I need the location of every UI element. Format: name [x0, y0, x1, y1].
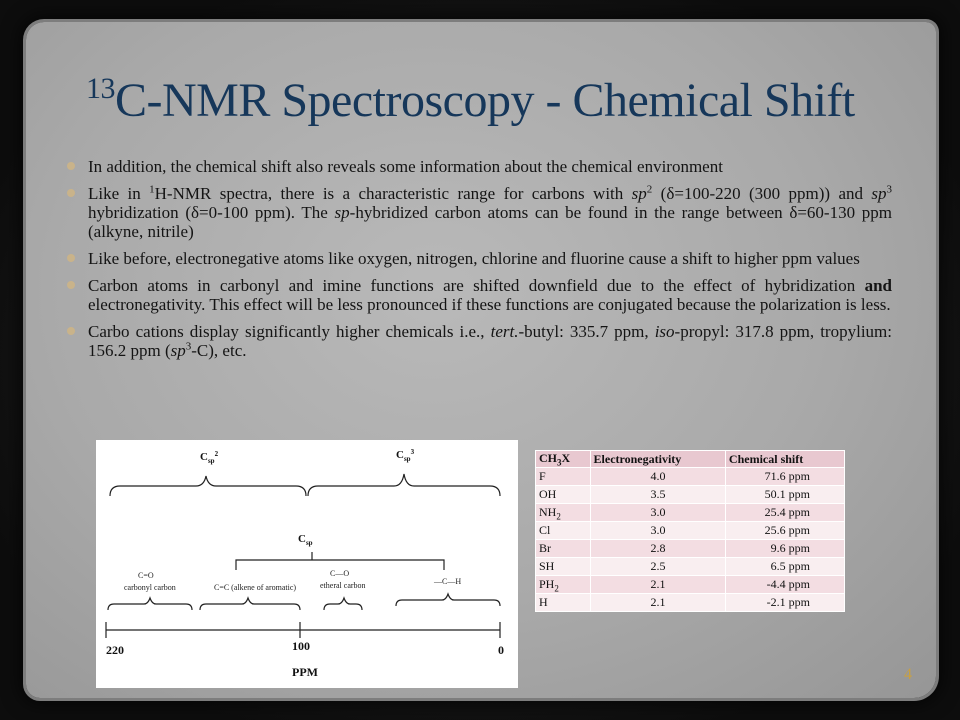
page-number: 4	[904, 666, 912, 683]
bullet-list	[62, 157, 892, 368]
tick-label-220: 220	[106, 643, 124, 657]
bullet-dot-icon	[67, 254, 75, 262]
nmr-range-diagram	[96, 440, 518, 688]
label-csp3: $C_{sp}^3$	[396, 448, 415, 463]
bullet-item: Carbo cations display significantly higher chemicals i.e., tert.-butyl: 335.7 ppm, iso-propyl: 317.8 ppm, tropylium: 156.2 ppm $(sp^3-C)$, etc.	[62, 322, 892, 360]
table-row: OH 3.5 50.1 ppm	[536, 486, 845, 504]
bullet-item: Like in $^1$H-NMR spectra, there is a characteristic range for carbons with $sp^2$ (δ=100-220 (300 ppm)) and $sp^3$ hybridization (δ=0-100 ppm). The sp-hybridized carbon atoms can be found in the range between δ=60-130 ppm (alkyne, nitrile)	[62, 184, 892, 241]
axis-label-ppm: PPM	[292, 665, 318, 679]
brace-region-3	[324, 598, 362, 610]
bullet-dot-icon	[67, 327, 75, 335]
region1-label: carbonyl carbon	[124, 583, 176, 592]
region3-formula: C—O	[330, 569, 350, 578]
brace-csp2	[110, 476, 306, 496]
slide-title	[86, 72, 906, 128]
brace-region-2	[200, 598, 300, 610]
region3-label: etheral carbon	[320, 581, 366, 590]
bullet-dot-icon	[67, 281, 75, 289]
bullet-dot-icon	[67, 162, 75, 170]
bullet-item: In addition, the chemical shift also reveals some information about the chemical environment	[62, 157, 892, 176]
title-superscript: 13	[86, 72, 115, 105]
table-row: SH 2.5 6.5 ppm	[536, 558, 845, 576]
table-row: $NH_2$ 3.0 25.4 ppm	[536, 504, 845, 522]
table-row: Cl 3.0 25.6 ppm	[536, 522, 845, 540]
label-csp: $C_{sp}$	[298, 533, 313, 547]
header-electronegativity: Electronegativity	[590, 451, 725, 468]
nmr-diagram-svg	[96, 440, 518, 688]
brace-region-1	[108, 598, 192, 610]
bullet-item: Like before, electronegative atoms like oxygen, nitrogen, chlorine and fluorine cause a shift to higher ppm values	[62, 249, 892, 268]
table-row: H 2.1 -2.1 ppm	[536, 594, 845, 612]
brace-csp3	[308, 474, 500, 496]
header-chemical-shift: Chemical shift	[725, 451, 844, 468]
header-ch3x: $CH_3X$	[536, 451, 591, 468]
region2-label: C=C (alkene of aromatic)	[214, 583, 297, 592]
bullet-item: Carbon atoms in carbonyl and imine functions are shifted downfield due to the effect of hybridization and electronegativity. This effect will be less pronounced if these functions are conjugated because the polarization is less.	[62, 276, 892, 314]
table-header-row	[536, 451, 845, 468]
electronegativity-table	[535, 450, 845, 612]
table-row: F 4.0 71.6 ppm	[536, 468, 845, 486]
region1-formula: C=O	[138, 571, 154, 580]
table-row: Br 2.8 9.6 ppm	[536, 540, 845, 558]
region4-label: —C—H	[434, 577, 462, 586]
tick-label-100: 100	[292, 639, 310, 653]
table-row: $PH_2$ 2.1 -4.4 ppm	[536, 576, 845, 594]
title-text: C-NMR Spectroscopy - Chemical Shift	[115, 74, 855, 127]
label-csp2: $C_{sp}^2$	[200, 450, 219, 465]
brace-region-4	[396, 594, 500, 606]
tick-label-0: 0	[498, 643, 504, 657]
bullet-dot-icon	[67, 189, 75, 197]
